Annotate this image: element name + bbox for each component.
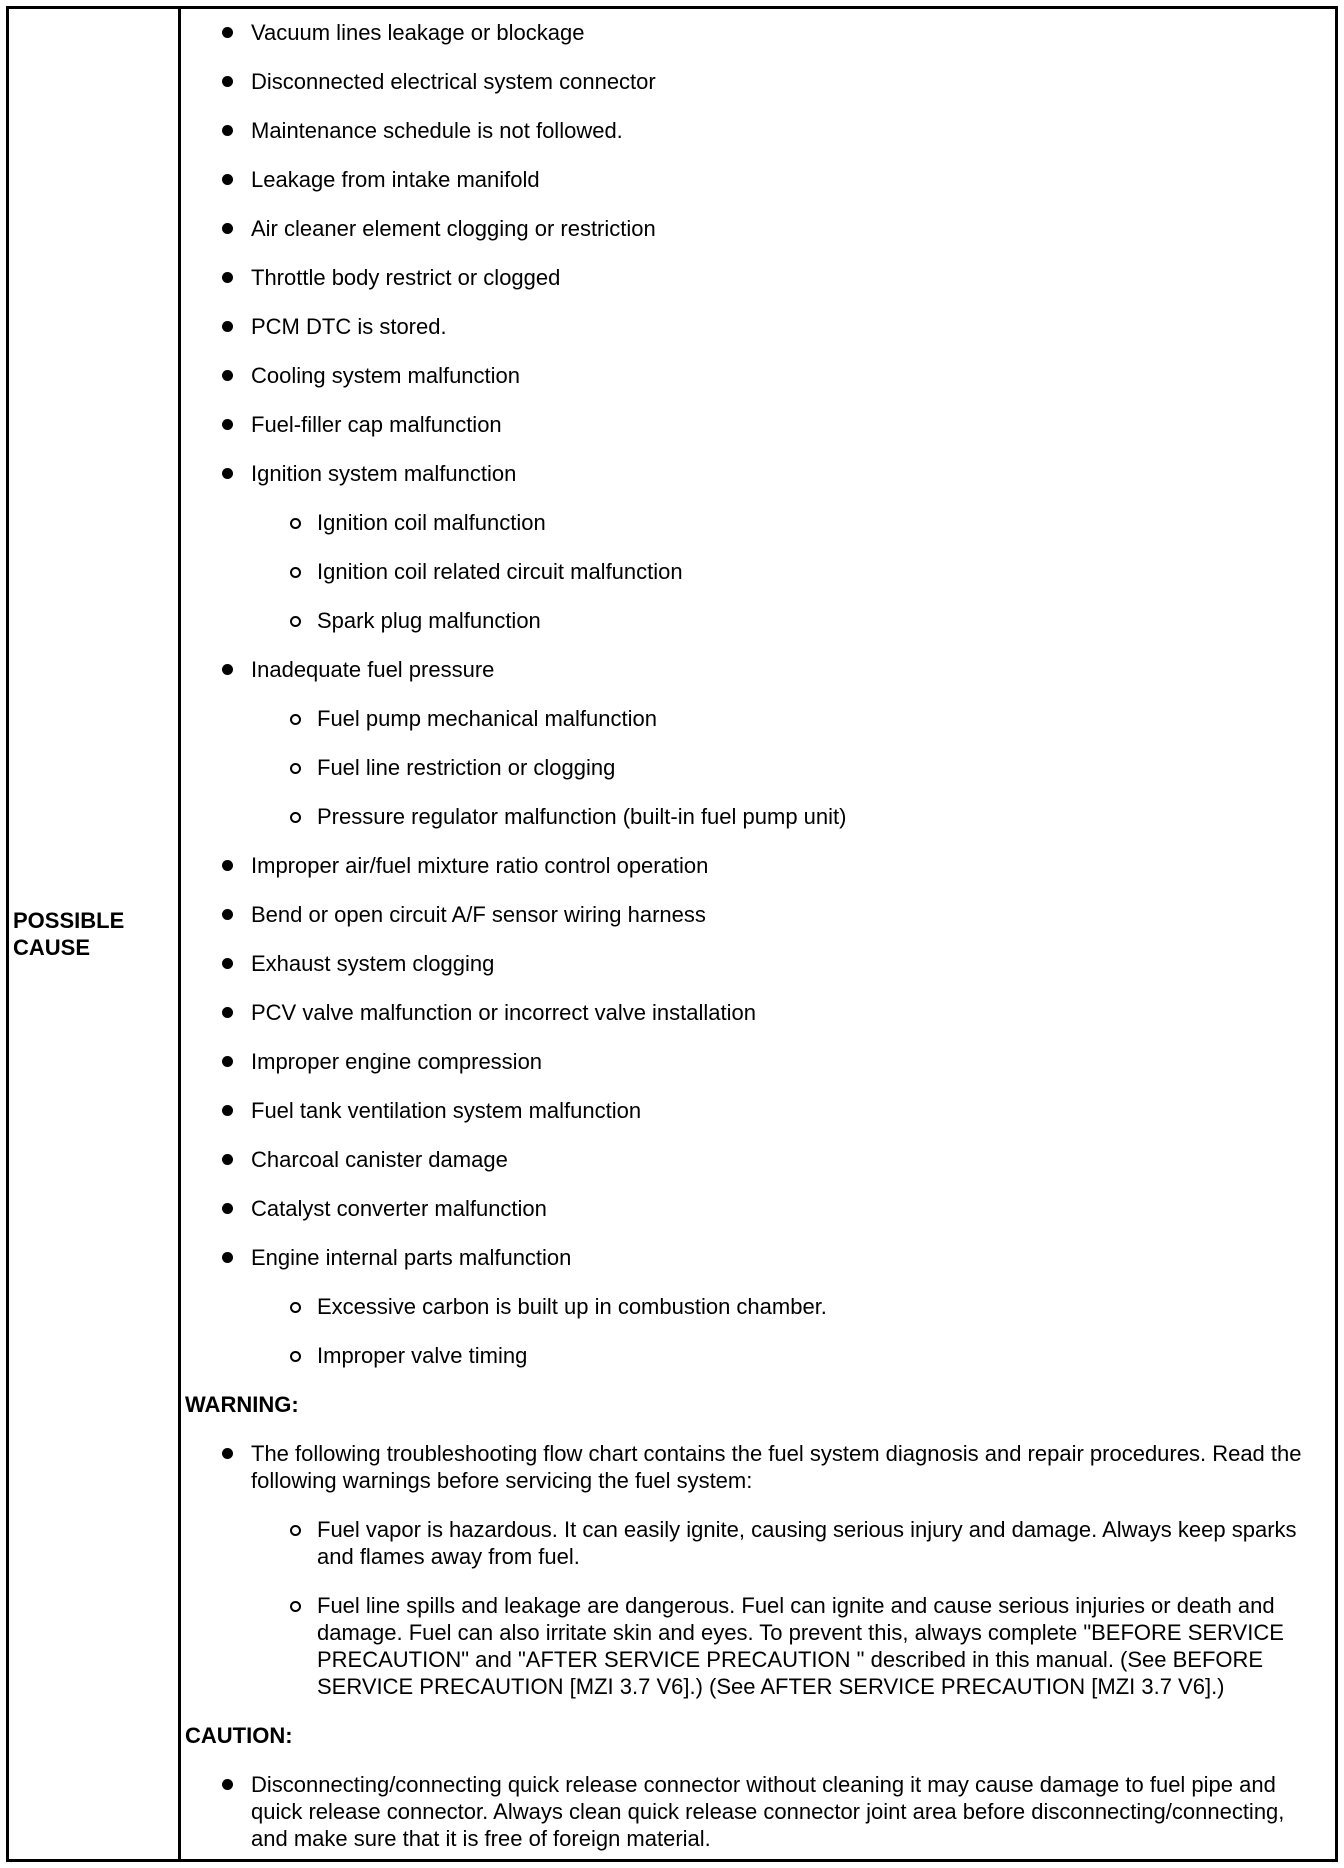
label-cell	[9, 9, 181, 1859]
cause-sub-item	[185, 509, 1315, 536]
cause-item-text: Improper engine compression	[251, 1049, 543, 1074]
cause-item	[185, 656, 1315, 830]
warning-item-text: The following troubleshooting flow chart contains the fuel system diagnosis and repair procedures. Read the following warnings before servicing the fuel system:	[251, 1441, 1302, 1493]
caution-heading: CAUTION:	[185, 1723, 293, 1748]
cause-item	[185, 460, 1315, 634]
caution-list	[185, 1771, 1315, 1852]
cause-item	[185, 19, 1315, 46]
cause-item-text: Ignition system malfunction	[251, 461, 517, 486]
cause-sub-item	[185, 754, 1315, 781]
content-cell	[181, 9, 1335, 1859]
warning-sub-list	[251, 1516, 1315, 1700]
cause-item-text: Catalyst converter malfunction	[251, 1196, 547, 1221]
cause-item	[185, 313, 1315, 340]
cause-item	[185, 117, 1315, 144]
warning-heading: WARNING:	[185, 1392, 299, 1417]
cause-item-text: Cooling system malfunction	[251, 363, 521, 388]
cause-item-text: Improper air/fuel mixture ratio control operation	[251, 853, 709, 878]
warning-item	[185, 1440, 1315, 1700]
cause-item-text: Fuel-filler cap malfunction	[251, 412, 502, 437]
cause-item	[185, 999, 1315, 1026]
cause-sub-item	[185, 705, 1315, 732]
cause-sub-item	[185, 558, 1315, 585]
cause-sub-item	[185, 803, 1315, 830]
cause-list	[185, 19, 1315, 1369]
possible-cause-label: POSSIBLE CAUSE	[13, 908, 125, 960]
cause-item-text: Engine internal parts malfunction	[251, 1245, 572, 1270]
cause-item	[185, 264, 1315, 291]
cause-item-text: Throttle body restrict or clogged	[251, 265, 561, 290]
warning-sub-item	[185, 1516, 1315, 1570]
cause-sub-text: Fuel pump mechanical malfunction	[317, 706, 657, 731]
cause-item-text: Charcoal canister damage	[251, 1147, 508, 1172]
cause-item-text: PCV valve malfunction or incorrect valve installation	[251, 1000, 757, 1025]
cause-item	[185, 1146, 1315, 1173]
cause-item-text: PCM DTC is stored.	[251, 314, 447, 339]
cause-item-text: Exhaust system clogging	[251, 951, 495, 976]
caution-item	[185, 1771, 1315, 1852]
cause-item-text: Air cleaner element clogging or restriction	[251, 216, 656, 241]
caution-item-text: Disconnecting/connecting quick release connector without cleaning it may cause damage to fuel pipe and quick release connector. Always clean quick release connector joint area before disconnecting/connecting, and make sure that it is free of foreign material.	[251, 1772, 1285, 1851]
cause-item-text: Bend or open circuit A/F sensor wiring harness	[251, 902, 706, 927]
cause-sub-text: Ignition coil malfunction	[317, 510, 546, 535]
warning-list	[185, 1440, 1315, 1700]
possible-cause-table	[6, 6, 1338, 1862]
warning-sub-item	[185, 1592, 1315, 1700]
cause-sub-list	[251, 1293, 1315, 1369]
cause-item	[185, 901, 1315, 928]
cause-item-text: Maintenance schedule is not followed.	[251, 118, 623, 143]
cause-item	[185, 411, 1315, 438]
cause-item-text: Leakage from intake manifold	[251, 167, 540, 192]
cause-sub-list	[251, 705, 1315, 830]
cause-item-text: Fuel tank ventilation system malfunction	[251, 1098, 642, 1123]
cause-item-text: Vacuum lines leakage or blockage	[251, 20, 585, 45]
warning-sub-text: Fuel line spills and leakage are dangerous. Fuel can ignite and cause serious injuries or death and damage. Fuel can also irritate skin and eyes. To prevent this, always complete "BEFORE SERVICE PRECAUTION" and "AFTER SERVICE PRECAUTION " described in this manual. (See BEFORE SERVICE PRECAUTION [MZI 3.7 V6].) (See AFTER SERVICE PRECAUTION [MZI 3.7 V6].)	[317, 1593, 1284, 1699]
cause-item	[185, 1048, 1315, 1075]
cause-item	[185, 68, 1315, 95]
cause-sub-text: Ignition coil related circuit malfunction	[317, 559, 683, 584]
cause-sub-item	[185, 1342, 1315, 1369]
cause-sub-text: Fuel line restriction or clogging	[317, 755, 616, 780]
cause-sub-item	[185, 607, 1315, 634]
cause-item	[185, 1195, 1315, 1222]
cause-item	[185, 1097, 1315, 1124]
cause-sub-item	[185, 1293, 1315, 1320]
cause-item	[185, 950, 1315, 977]
cause-item-text: Disconnected electrical system connector	[251, 69, 656, 94]
cause-item	[185, 362, 1315, 389]
cause-sub-text: Excessive carbon is built up in combustion chamber.	[317, 1294, 827, 1319]
cause-sub-text: Spark plug malfunction	[317, 608, 541, 633]
cause-item	[185, 166, 1315, 193]
cause-item	[185, 215, 1315, 242]
warning-sub-text: Fuel vapor is hazardous. It can easily ignite, causing serious injury and damage. Always keep sparks and flames away from fuel.	[317, 1517, 1297, 1569]
cause-item	[185, 852, 1315, 879]
cause-item-text: Inadequate fuel pressure	[251, 657, 495, 682]
cause-sub-text: Pressure regulator malfunction (built-in fuel pump unit)	[317, 804, 847, 829]
cause-sub-text: Improper valve timing	[317, 1343, 528, 1368]
cause-sub-list	[251, 509, 1315, 634]
cause-item	[185, 1244, 1315, 1369]
